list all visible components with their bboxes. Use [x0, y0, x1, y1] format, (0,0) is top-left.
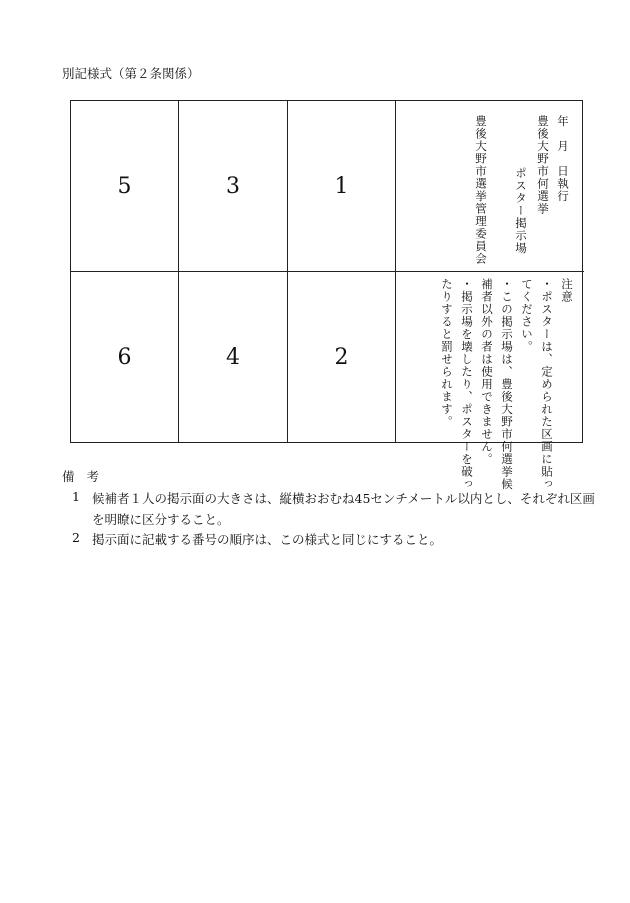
notice-line: ・ポスターは、定められた区画に貼っ [540, 278, 554, 491]
poster-slot-3: 3 [179, 101, 288, 272]
election-name-line: 豊後大野市何選挙 [536, 115, 550, 215]
remark-text: 候補者１人の掲示面の大きさは、縦横おおむね45センチメートル以内とし、それぞれ区画 [92, 491, 595, 506]
poster-slot-2: 2 [288, 272, 396, 443]
poster-slot-6: 6 [71, 272, 179, 443]
remark-text: 掲示面に記載する番号の順序は、この様式と同じにすること。 [92, 532, 443, 547]
remark-number: 1 [72, 489, 80, 504]
election-date-line: 年 月 日執行 [556, 115, 570, 203]
notice-line: 補者以外の者は使用できません。 [480, 278, 494, 466]
poster-slot-4: 4 [179, 272, 288, 443]
notice-line: てください。 [520, 278, 534, 353]
notice-line: ・掲示場を壊したり、ポスターを破っ [460, 278, 474, 491]
poster-slot-1: 1 [288, 101, 396, 272]
notice-line: ・この掲示場は、豊後大野市何選挙候 [500, 278, 514, 491]
notice-heading: 注意 [560, 278, 574, 303]
remark-number: 2 [72, 530, 80, 545]
board-name-line: ポスター掲示場 [514, 167, 528, 255]
remarks-heading: 備考 [62, 469, 112, 484]
committee-name-line: 豊後大野市選挙管理委員会 [474, 115, 488, 265]
board-title-block [396, 101, 584, 272]
notice-line: たりすると罰せられます。 [440, 278, 454, 428]
form-heading: 別記様式（第２条関係） [62, 66, 200, 81]
notice-block [396, 272, 584, 491]
poster-slot-5: 5 [71, 101, 179, 272]
remark-text-continued: を明瞭に区分すること。 [92, 512, 230, 527]
